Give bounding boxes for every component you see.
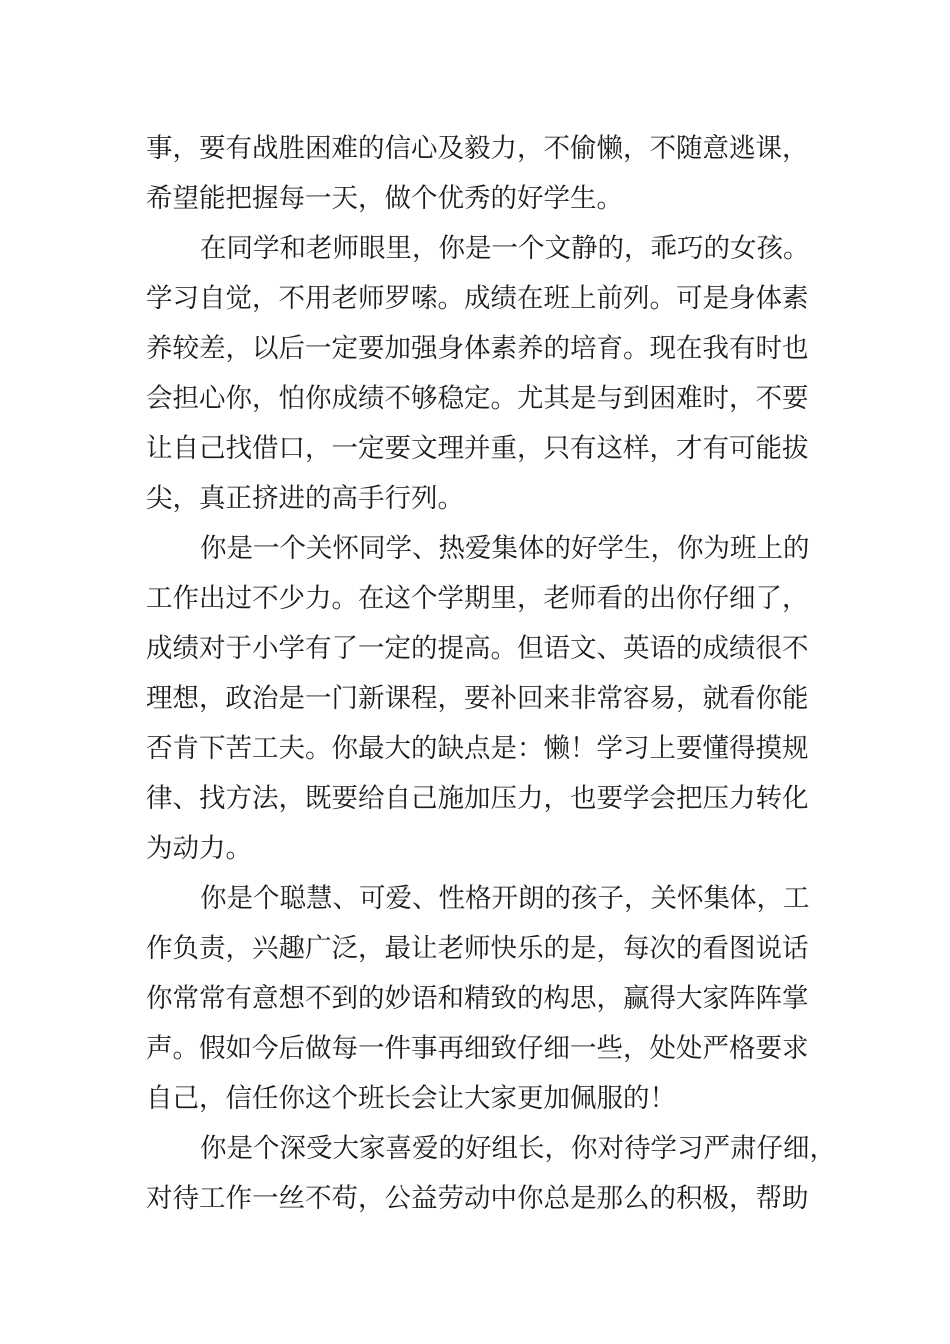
text-line: 否肯下苦工夫。你最大的缺点是：懒！学习上要懂得摸规 bbox=[146, 733, 809, 764]
text-line: 声。假如今后做每一件事再细致仔细一些，处处严格要求 bbox=[146, 1033, 809, 1064]
text-line: 工作出过不少力。在这个学期里，老师看的出你仔细了， bbox=[146, 583, 809, 614]
text-line: 自己，信任你这个班长会让大家更加佩服的！ bbox=[146, 1083, 676, 1114]
text-line: 成绩对于小学有了一定的提高。但语文、英语的成绩很不 bbox=[146, 633, 809, 664]
paragraph-5 bbox=[146, 1124, 836, 1224]
text-line: 为动力。 bbox=[146, 833, 252, 864]
text-line: 尖，真正挤进的高手行列。 bbox=[146, 483, 464, 514]
text-line: 在同学和老师眼里，你是一个文静的，乖巧的女孩。 bbox=[200, 233, 810, 264]
text-line: 你是个深受大家喜爱的好组长，你对待学习严肃仔细， bbox=[200, 1133, 836, 1164]
text-line: 希望能把握每一天，做个优秀的好学生。 bbox=[146, 183, 623, 214]
text-line: 你是个聪慧、可爱、性格开朗的孩子，关怀集体，工 bbox=[200, 883, 810, 914]
text-line: 会担心你，怕你成绩不够稳定。尤其是与到困难时，不要 bbox=[146, 383, 809, 414]
document-body bbox=[146, 124, 836, 1224]
text-line: 作负责，兴趣广泛，最让老师快乐的是，每次的看图说话 bbox=[146, 933, 809, 964]
text-line: 律、找方法，既要给自己施加压力，也要学会把压力转化 bbox=[146, 783, 809, 814]
text-line: 养较差，以后一定要加强身体素养的培育。现在我有时也 bbox=[146, 333, 809, 364]
paragraph-4 bbox=[146, 874, 826, 1124]
text-line: 学习自觉，不用老师罗嗦。成绩在班上前列。可是身体素 bbox=[146, 283, 809, 314]
text-line: 理想，政治是一门新课程，要补回来非常容易，就看你能 bbox=[146, 683, 809, 714]
text-line: 事，要有战胜困难的信心及毅力，不偷懒，不随意逃课， bbox=[146, 133, 809, 164]
paragraph-3 bbox=[146, 524, 826, 874]
paragraph-1 bbox=[146, 124, 826, 224]
text-line: 你常常有意想不到的妙语和精致的构思，赢得大家阵阵掌 bbox=[146, 983, 809, 1014]
text-line: 对待工作一丝不苟，公益劳动中你总是那么的积极，帮助 bbox=[146, 1183, 809, 1214]
paragraph-2 bbox=[146, 224, 826, 524]
text-line: 让自己找借口，一定要文理并重，只有这样，才有可能拔 bbox=[146, 433, 809, 464]
text-line: 你是一个关怀同学、热爱集体的好学生，你为班上的 bbox=[200, 533, 810, 564]
